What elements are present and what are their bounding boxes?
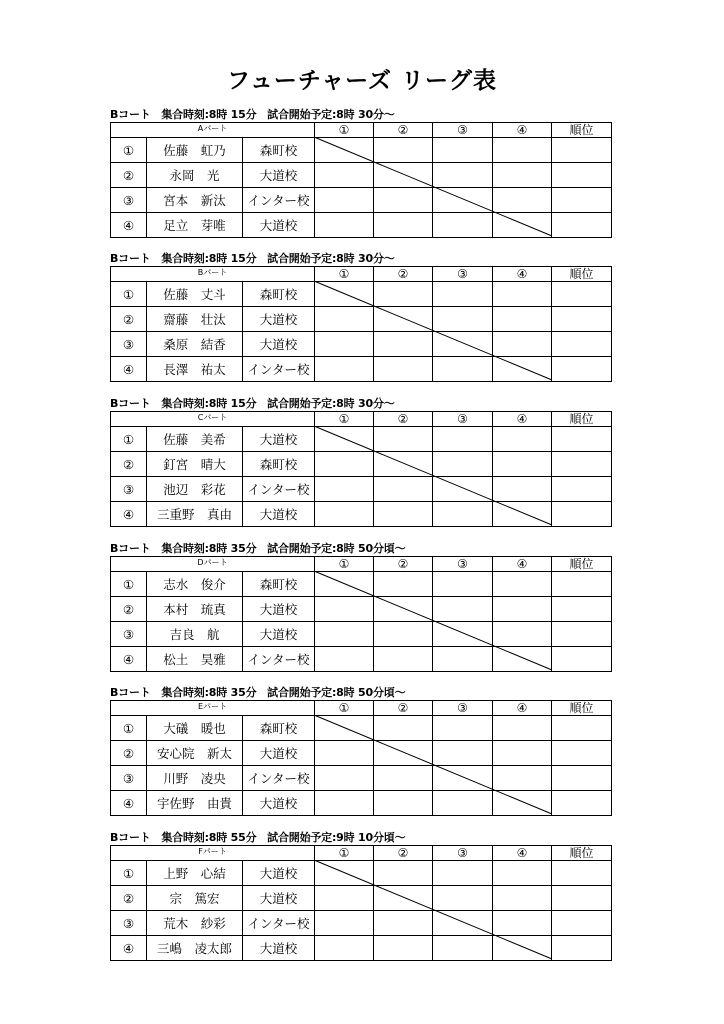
result-cell[interactable] (315, 622, 374, 647)
result-cell[interactable] (315, 597, 374, 622)
opponent-header: ② (374, 412, 433, 427)
opponent-header: ③ (433, 123, 493, 138)
player-name: 松土 昊雅 (147, 647, 243, 672)
result-cell[interactable] (374, 477, 433, 502)
rank-cell[interactable] (552, 911, 612, 936)
league-info: Bコート 集合時刻:8時 15分 試合開始予定:8時 30分～ (110, 397, 395, 410)
table-row (111, 357, 612, 382)
league-block (110, 107, 611, 237)
rank-cell[interactable] (552, 477, 612, 502)
result-cell[interactable] (374, 647, 433, 672)
rank-cell[interactable] (552, 597, 612, 622)
result-cell[interactable] (374, 886, 433, 911)
page-title: フューチャーズ リーグ表 (226, 68, 498, 94)
result-cell[interactable] (493, 427, 552, 452)
player-school: インター校 (243, 357, 315, 382)
header-row (111, 123, 612, 138)
result-cell[interactable] (433, 911, 493, 936)
table-row (111, 307, 612, 332)
result-cell[interactable] (374, 307, 433, 332)
result-cell[interactable] (493, 213, 552, 238)
result-cell[interactable] (374, 716, 433, 741)
result-cell[interactable] (433, 332, 493, 357)
result-cell[interactable] (374, 213, 433, 238)
opponent-header: ④ (493, 412, 552, 427)
result-cell[interactable] (433, 163, 493, 188)
table-row (111, 936, 612, 961)
player-name: 釘宮 晴大 (147, 452, 243, 477)
player-school: インター校 (243, 911, 315, 936)
table-row (111, 647, 612, 672)
opponent-header: ② (374, 123, 433, 138)
rank-header: 順位 (552, 557, 612, 572)
result-cell[interactable] (374, 936, 433, 961)
table-row (111, 861, 612, 886)
player-school: 森町校 (243, 138, 315, 163)
result-cell[interactable] (374, 572, 433, 597)
table-row (111, 163, 612, 188)
league-grid (110, 411, 611, 526)
rank-cell[interactable] (552, 622, 612, 647)
table-row (111, 332, 612, 357)
table-row (111, 502, 612, 527)
player-name: 荒木 紗彩 (147, 911, 243, 936)
table-row (111, 282, 612, 307)
result-cell[interactable] (433, 502, 493, 527)
player-school: 大道校 (243, 886, 315, 911)
result-cell[interactable] (493, 138, 552, 163)
player-number: ③ (111, 766, 147, 791)
result-cell[interactable] (374, 911, 433, 936)
part-label: Fパート (111, 846, 315, 861)
result-cell[interactable] (493, 597, 552, 622)
player-school: 大道校 (243, 163, 315, 188)
player-name: 宮本 新汰 (147, 188, 243, 213)
opponent-header: ② (374, 267, 433, 282)
player-number: ③ (111, 332, 147, 357)
opponent-header: ② (374, 701, 433, 716)
player-school: 大道校 (243, 213, 315, 238)
rank-cell[interactable] (552, 213, 612, 238)
result-cell[interactable] (315, 427, 374, 452)
league-grid (110, 700, 611, 815)
rank-cell[interactable] (552, 791, 612, 816)
player-name: 佐藤 虹乃 (147, 138, 243, 163)
player-name: 足立 芽唯 (147, 213, 243, 238)
player-number: ④ (111, 502, 147, 527)
player-name: 佐藤 美希 (147, 427, 243, 452)
result-cell[interactable] (433, 307, 493, 332)
result-cell[interactable] (433, 452, 493, 477)
result-cell[interactable] (493, 477, 552, 502)
league-block (110, 396, 611, 526)
result-cell[interactable] (493, 861, 552, 886)
opponent-header: ① (315, 701, 374, 716)
result-cell[interactable] (433, 572, 493, 597)
result-cell[interactable] (315, 138, 374, 163)
player-name: 本村 琉真 (147, 597, 243, 622)
result-cell[interactable] (315, 213, 374, 238)
rank-cell[interactable] (552, 188, 612, 213)
opponent-header: ③ (433, 267, 493, 282)
player-number: ① (111, 282, 147, 307)
result-cell[interactable] (315, 886, 374, 911)
player-school: 大道校 (243, 332, 315, 357)
opponent-header: ④ (493, 701, 552, 716)
result-cell[interactable] (433, 213, 493, 238)
part-label: Cパート (111, 412, 315, 427)
player-name: 齋藤 壮汰 (147, 307, 243, 332)
rank-cell[interactable] (552, 936, 612, 961)
player-name: 三重野 真由 (147, 502, 243, 527)
result-cell[interactable] (493, 791, 552, 816)
table-row (111, 716, 612, 741)
rank-cell[interactable] (552, 427, 612, 452)
result-cell[interactable] (374, 741, 433, 766)
result-cell[interactable] (493, 886, 552, 911)
league-block (110, 685, 611, 815)
opponent-header: ④ (493, 267, 552, 282)
result-cell[interactable] (433, 597, 493, 622)
player-name: 池辺 彩花 (147, 477, 243, 502)
result-cell[interactable] (374, 791, 433, 816)
opponent-header: ② (374, 846, 433, 861)
rank-cell[interactable] (552, 163, 612, 188)
result-cell[interactable] (374, 138, 433, 163)
rank-cell[interactable] (552, 572, 612, 597)
result-cell[interactable] (315, 647, 374, 672)
result-cell[interactable] (433, 427, 493, 452)
player-school: インター校 (243, 647, 315, 672)
rank-cell[interactable] (552, 138, 612, 163)
league-table (110, 122, 612, 238)
result-cell[interactable] (433, 357, 493, 382)
league-info: Bコート 集合時刻:8時 35分 試合開始予定:8時 50分頃～ (110, 686, 406, 699)
opponent-header: ① (315, 557, 374, 572)
result-cell[interactable] (493, 716, 552, 741)
player-school: 大道校 (243, 861, 315, 886)
table-row (111, 741, 612, 766)
league-info: Bコート 集合時刻:8時 55分 試合開始予定:9時 10分頃～ (110, 831, 406, 844)
table-row (111, 886, 612, 911)
header-row (111, 267, 612, 282)
player-school: インター校 (243, 477, 315, 502)
rank-header: 順位 (552, 701, 612, 716)
table-row (111, 622, 612, 647)
player-number: ④ (111, 357, 147, 382)
player-number: ③ (111, 477, 147, 502)
opponent-header: ② (374, 557, 433, 572)
result-cell[interactable] (315, 357, 374, 382)
league-info: Bコート 集合時刻:8時 15分 試合開始予定:8時 30分～ (110, 108, 395, 121)
opponent-header: ① (315, 846, 374, 861)
table-row (111, 791, 612, 816)
player-school: インター校 (243, 188, 315, 213)
result-cell[interactable] (374, 597, 433, 622)
league-grid (110, 122, 611, 237)
table-row (111, 188, 612, 213)
result-cell[interactable] (374, 427, 433, 452)
player-school: 大道校 (243, 791, 315, 816)
result-cell[interactable] (493, 502, 552, 527)
result-cell[interactable] (315, 307, 374, 332)
result-cell[interactable] (315, 502, 374, 527)
player-number: ② (111, 597, 147, 622)
result-cell[interactable] (493, 911, 552, 936)
league-table (110, 845, 612, 961)
opponent-header: ④ (493, 123, 552, 138)
result-cell[interactable] (433, 861, 493, 886)
header-row (111, 557, 612, 572)
result-cell[interactable] (493, 622, 552, 647)
league-info: Bコート 集合時刻:8時 35分 試合開始予定:8時 50分頃～ (110, 542, 406, 555)
part-label: Dパート (111, 557, 315, 572)
rank-cell[interactable] (552, 716, 612, 741)
opponent-header: ③ (433, 701, 493, 716)
opponent-header: ① (315, 412, 374, 427)
player-school: インター校 (243, 766, 315, 791)
result-cell[interactable] (374, 861, 433, 886)
part-label: Bパート (111, 267, 315, 282)
result-cell[interactable] (433, 766, 493, 791)
player-name: 長澤 祐太 (147, 357, 243, 382)
opponent-header: ③ (433, 846, 493, 861)
opponent-header: ③ (433, 412, 493, 427)
player-name: 桑原 結香 (147, 332, 243, 357)
result-cell[interactable] (374, 357, 433, 382)
rank-cell[interactable] (552, 861, 612, 886)
league-table (110, 556, 612, 672)
result-cell[interactable] (433, 741, 493, 766)
player-school: 森町校 (243, 716, 315, 741)
result-cell[interactable] (315, 766, 374, 791)
opponent-header: ① (315, 267, 374, 282)
player-number: ① (111, 427, 147, 452)
result-cell[interactable] (433, 886, 493, 911)
result-cell[interactable] (493, 163, 552, 188)
result-cell[interactable] (315, 716, 374, 741)
table-row (111, 572, 612, 597)
player-number: ① (111, 572, 147, 597)
result-cell[interactable] (315, 572, 374, 597)
result-cell[interactable] (374, 766, 433, 791)
player-name: 安心院 新太 (147, 741, 243, 766)
result-cell[interactable] (493, 647, 552, 672)
player-school: 大道校 (243, 502, 315, 527)
result-cell[interactable] (315, 477, 374, 502)
player-number: ③ (111, 911, 147, 936)
player-school: 大道校 (243, 307, 315, 332)
league-block (110, 830, 611, 960)
result-cell[interactable] (493, 452, 552, 477)
result-cell[interactable] (433, 936, 493, 961)
result-cell[interactable] (315, 282, 374, 307)
result-cell[interactable] (433, 622, 493, 647)
result-cell[interactable] (374, 332, 433, 357)
rank-header: 順位 (552, 412, 612, 427)
rank-cell[interactable] (552, 766, 612, 791)
rank-cell[interactable] (552, 502, 612, 527)
player-number: ③ (111, 188, 147, 213)
league-info: Bコート 集合時刻:8時 15分 試合開始予定:8時 30分～ (110, 252, 395, 265)
rank-cell[interactable] (552, 452, 612, 477)
result-cell[interactable] (315, 163, 374, 188)
result-cell[interactable] (493, 741, 552, 766)
player-name: 宇佐野 由貴 (147, 791, 243, 816)
player-number: ③ (111, 622, 147, 647)
league-grid (110, 556, 611, 671)
result-cell[interactable] (315, 332, 374, 357)
table-row (111, 766, 612, 791)
result-cell[interactable] (315, 791, 374, 816)
player-name: 上野 心結 (147, 861, 243, 886)
result-cell[interactable] (493, 766, 552, 791)
table-row (111, 452, 612, 477)
result-cell[interactable] (374, 188, 433, 213)
player-number: ② (111, 163, 147, 188)
player-name: 川野 凌央 (147, 766, 243, 791)
rank-header: 順位 (552, 123, 612, 138)
table-row (111, 597, 612, 622)
table-row (111, 427, 612, 452)
result-cell[interactable] (315, 741, 374, 766)
rank-header: 順位 (552, 846, 612, 861)
player-number: ② (111, 452, 147, 477)
league-table (110, 700, 612, 816)
result-cell[interactable] (493, 307, 552, 332)
result-cell[interactable] (493, 936, 552, 961)
table-row (111, 213, 612, 238)
league-table (110, 411, 612, 527)
player-number: ④ (111, 647, 147, 672)
header-row (111, 701, 612, 716)
table-row (111, 138, 612, 163)
rank-cell[interactable] (552, 741, 612, 766)
player-school: 大道校 (243, 427, 315, 452)
league-grid (110, 266, 611, 381)
rank-cell[interactable] (552, 332, 612, 357)
player-number: ④ (111, 936, 147, 961)
result-cell[interactable] (433, 716, 493, 741)
result-cell[interactable] (374, 282, 433, 307)
rank-cell[interactable] (552, 886, 612, 911)
result-cell[interactable] (433, 791, 493, 816)
rank-cell[interactable] (552, 357, 612, 382)
result-cell[interactable] (374, 502, 433, 527)
result-cell[interactable] (433, 188, 493, 213)
result-cell[interactable] (433, 477, 493, 502)
rank-cell[interactable] (552, 307, 612, 332)
opponent-header: ④ (493, 557, 552, 572)
part-label: Eパート (111, 701, 315, 716)
header-row (111, 412, 612, 427)
opponent-header: ④ (493, 846, 552, 861)
player-name: 佐藤 丈斗 (147, 282, 243, 307)
rank-header: 順位 (552, 267, 612, 282)
player-name: 三嶋 凌太郎 (147, 936, 243, 961)
league-block (110, 251, 611, 381)
result-cell[interactable] (315, 936, 374, 961)
player-number: ② (111, 886, 147, 911)
table-row (111, 477, 612, 502)
player-name: 大礒 暖也 (147, 716, 243, 741)
rank-cell[interactable] (552, 647, 612, 672)
result-cell[interactable] (493, 282, 552, 307)
league-block (110, 541, 611, 671)
result-cell[interactable] (315, 911, 374, 936)
player-number: ① (111, 861, 147, 886)
header-row (111, 846, 612, 861)
result-cell[interactable] (493, 332, 552, 357)
player-name: 吉良 航 (147, 622, 243, 647)
league-table (110, 266, 612, 382)
player-number: ① (111, 138, 147, 163)
player-name: 永岡 光 (147, 163, 243, 188)
result-cell[interactable] (374, 452, 433, 477)
result-cell[interactable] (374, 622, 433, 647)
player-school: 大道校 (243, 936, 315, 961)
result-cell[interactable] (315, 861, 374, 886)
result-cell[interactable] (493, 188, 552, 213)
player-school: 森町校 (243, 572, 315, 597)
player-school: 森町校 (243, 282, 315, 307)
player-number: ① (111, 716, 147, 741)
result-cell[interactable] (433, 647, 493, 672)
result-cell[interactable] (493, 572, 552, 597)
result-cell[interactable] (493, 357, 552, 382)
player-school: 大道校 (243, 741, 315, 766)
player-school: 大道校 (243, 597, 315, 622)
player-number: ② (111, 741, 147, 766)
result-cell[interactable] (315, 188, 374, 213)
result-cell[interactable] (315, 452, 374, 477)
player-school: 森町校 (243, 452, 315, 477)
player-number: ④ (111, 791, 147, 816)
result-cell[interactable] (374, 163, 433, 188)
league-grid (110, 845, 611, 960)
opponent-header: ③ (433, 557, 493, 572)
part-label: Aパート (111, 123, 315, 138)
player-name: 志水 俊介 (147, 572, 243, 597)
table-row (111, 911, 612, 936)
player-name: 宗 篤宏 (147, 886, 243, 911)
player-school: 大道校 (243, 622, 315, 647)
opponent-header: ① (315, 123, 374, 138)
player-number: ④ (111, 213, 147, 238)
player-number: ② (111, 307, 147, 332)
result-cell[interactable] (433, 138, 493, 163)
result-cell[interactable] (433, 282, 493, 307)
rank-cell[interactable] (552, 282, 612, 307)
